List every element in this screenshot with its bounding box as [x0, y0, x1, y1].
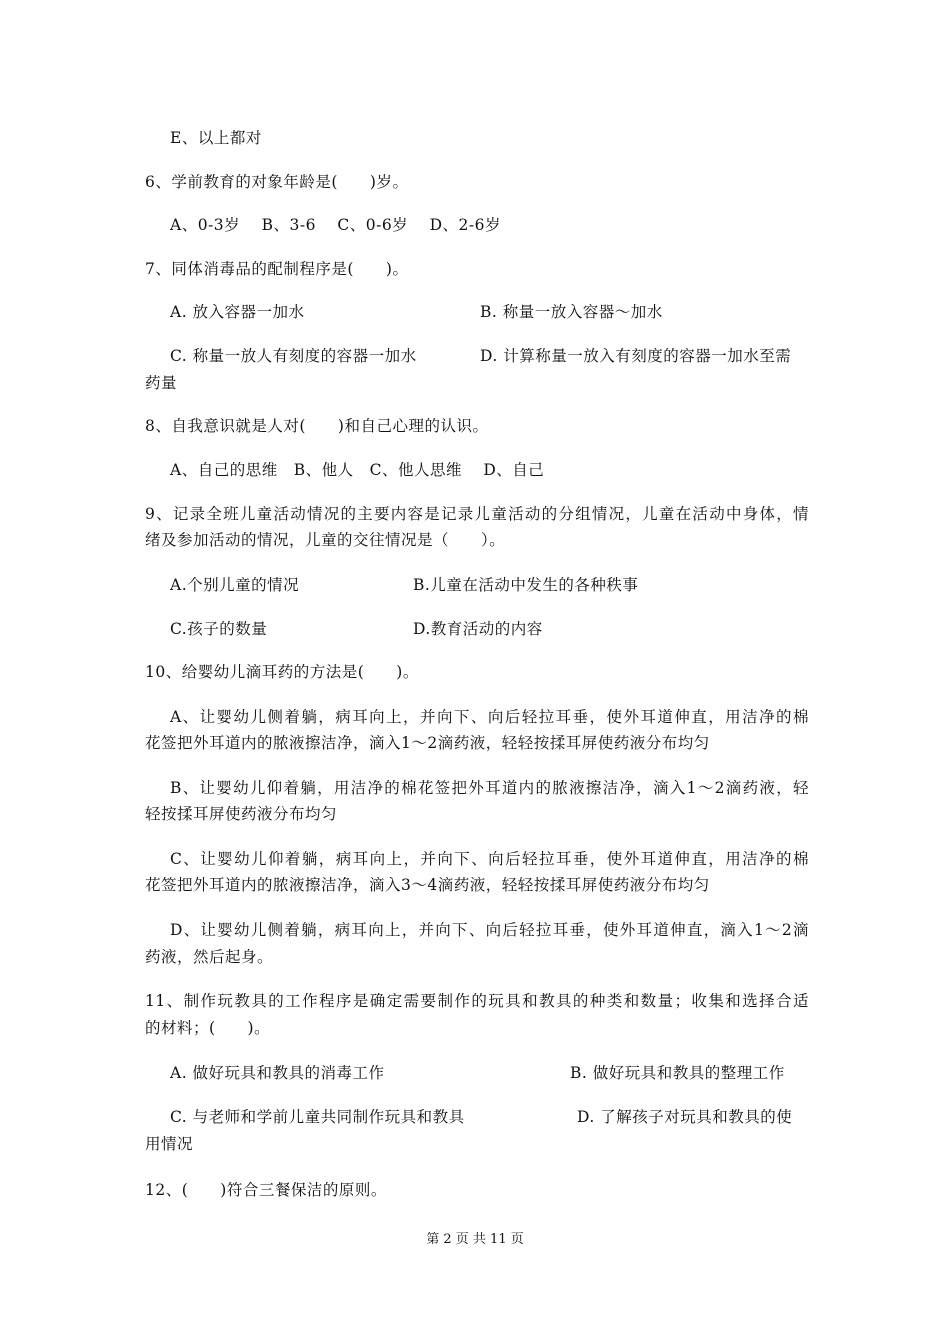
- q11-option-d: D. 了解孩子对玩具和教具的使: [577, 1108, 793, 1126]
- q11-stem-cont: 的材料；( )。: [145, 1019, 271, 1037]
- q10-option-d: D、让婴幼儿侧着躺，病耳向上，并向下、向后轻拉耳垂，使外耳道伸直，滴入1～2滴: [170, 921, 809, 939]
- q8-stem: 8、自我意识就是人对( )和自己心理的认识。: [145, 417, 489, 435]
- q7-option-a: A. 放入容器一加水: [170, 303, 305, 321]
- page-footer: 第 2 页 共 11 页: [426, 1232, 524, 1247]
- q7-stem: 7、同体消毒品的配制程序是( )。: [145, 260, 409, 278]
- q10-option-d-cont: 药液，然后起身。: [145, 948, 274, 966]
- q11-option-a: A. 做好玩具和教具的消毒工作: [170, 1064, 385, 1082]
- q10-option-a-cont: 花签把外耳道内的脓液擦洁净，滴入1～2滴药液，轻轻按揉耳屏使药液分布均匀: [145, 734, 710, 752]
- q9-stem: 9、记录全班儿童活动情况的主要内容是记录儿童活动的分组情况，儿童在活动中身体，情: [145, 505, 809, 523]
- q11-option-b: B. 做好玩具和教具的整理工作: [570, 1064, 785, 1082]
- q10-option-b: B、让婴幼儿仰着躺，用洁净的棉花签把外耳道内的脓液擦洁净，滴入1～2滴药液，轻: [170, 779, 809, 797]
- q10-option-c-cont: 花签把外耳道内的脓液擦洁净，滴入3～4滴药液，轻轻按揉耳屏使药液分布均匀: [145, 876, 710, 894]
- q11-option-c: C. 与老师和学前儿童共同制作玩具和教具: [170, 1108, 465, 1126]
- q7-option-c: C. 称量一放人有刻度的容器一加水: [170, 347, 417, 365]
- q10-option-c: C、让婴幼儿仰着躺，病耳向上，并向下、向后轻拉耳垂，使外耳道伸直，用洁净的棉: [170, 850, 809, 868]
- q12-stem: 12、( )符合三餐保洁的原则。: [145, 1181, 387, 1199]
- q10-stem: 10、给婴幼儿滴耳药的方法是( )。: [145, 663, 419, 681]
- q7-option-d-cont: 药量: [145, 374, 178, 392]
- q7-option-b: B. 称量一放入容器～加水: [480, 303, 663, 321]
- q11-stem: 11、制作玩教具的工作程序是确定需要制作的玩具和教具的种类和数量；收集和选择合适: [145, 992, 809, 1010]
- q11-option-d-cont: 用情况: [145, 1135, 194, 1153]
- q9-option-c: C.孩子的数量: [170, 620, 268, 638]
- q8-options: A、自己的思维 B、他人 C、他人思维 D、自己: [170, 461, 545, 479]
- q10-option-a: A、让婴幼儿侧着躺，病耳向上，并向下、向后轻拉耳垂，使外耳道伸直，用洁净的棉: [170, 708, 809, 726]
- q9-stem-cont: 绪及参加活动的情况，儿童的交往情况是（ ）。: [145, 531, 506, 549]
- q10-option-b-cont: 轻按揉耳屏使药液分布均匀: [145, 805, 338, 823]
- q9-option-d: D.教育活动的内容: [413, 620, 543, 638]
- q7-option-d: D. 计算称量一放入有刻度的容器一加水至需: [480, 347, 792, 365]
- q9-option-a: A.个别儿童的情况: [170, 576, 300, 594]
- q6-stem: 6、学前教育的对象年龄是( )岁。: [145, 173, 409, 191]
- q6-options: A、0-3岁 B、3-6 C、0-6岁 D、2-6岁: [170, 216, 501, 234]
- q9-option-b: B.儿童在活动中发生的各种秩事: [413, 576, 639, 594]
- q5-option-e: E、以上都对: [170, 129, 262, 147]
